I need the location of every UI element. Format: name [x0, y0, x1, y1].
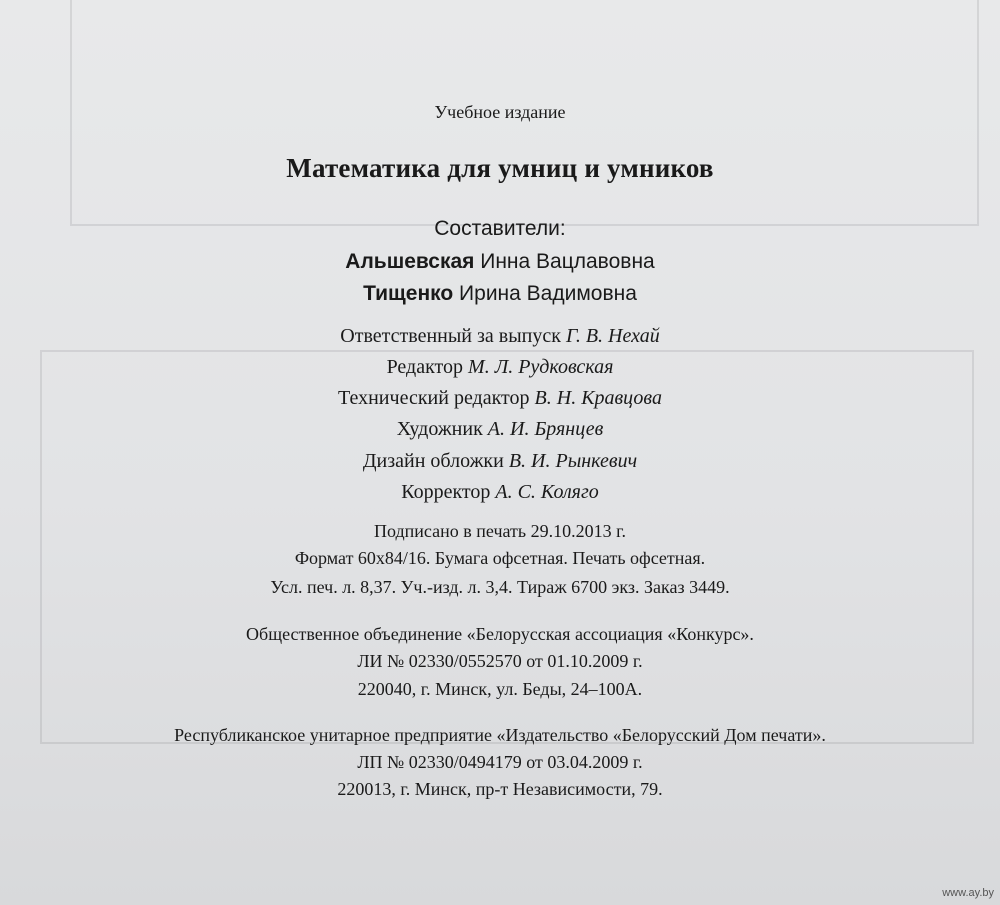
compiler-1 [0, 250, 1000, 274]
print-date: Подписано в печать 29.10.2013 г. [374, 521, 626, 541]
site-watermark: www.ay.by [942, 887, 994, 899]
credit-role: Технический редактор [338, 387, 530, 409]
compiler-2-given: Ирина Вадимовна [459, 282, 637, 305]
credit-responsible [0, 325, 1000, 348]
credit-tech-editor [0, 387, 1000, 410]
printer-address: 220013, г. Минск, пр-т Независимости, 79. [337, 779, 663, 799]
credit-editor [0, 356, 1000, 379]
credit-proofreader [0, 481, 1000, 504]
credit-name: М. Л. Рудковская [468, 356, 614, 378]
compiler-1-given: Инна Вацлавовна [480, 250, 655, 273]
credit-name: Г. В. Нехай [565, 325, 660, 347]
credit-name: А. С. Коляго [495, 481, 599, 503]
credit-name: В. И. Рынкевич [508, 450, 638, 472]
publisher-license: ЛИ № 02330/0552570 от 01.10.2009 г. [357, 651, 643, 671]
printer-name: Республиканское унитарное предприятие «Издательство «Белорусский Дом печати». [174, 725, 826, 745]
credit-role: Корректор [401, 481, 491, 503]
print-format: Формат 60х84/16. Бумага офсетная. Печать офсетная. [294, 548, 706, 568]
compiler-1-surname: Альшевская [345, 250, 475, 273]
credit-name: А. И. Брянцев [487, 418, 604, 440]
compiler-2 [0, 282, 1000, 306]
credit-role: Художник [396, 418, 483, 440]
credit-name: В. Н. Кравцова [534, 387, 662, 409]
edition-type: Учебное издание [434, 102, 566, 122]
compiler-2-surname: Тищенко [363, 282, 454, 305]
credit-role: Редактор [386, 356, 464, 378]
credit-cover-design [0, 450, 1000, 473]
printer-license: ЛП № 02330/0494179 от 03.04.2009 г. [357, 752, 643, 772]
compilers-label: Составители: [434, 217, 566, 240]
print-run: Усл. печ. л. 8,37. Уч.-изд. л. 3,4. Тираж 6700 экз. Заказ 3449. [270, 577, 730, 597]
publisher-address: 220040, г. Минск, ул. Беды, 24–100А. [357, 679, 643, 699]
credit-artist [0, 418, 1000, 441]
credit-role: Дизайн обложки [362, 450, 504, 472]
credit-role: Ответственный за выпуск [340, 325, 561, 347]
book-title: Математика для умниц и умников [286, 153, 714, 183]
publisher-name: Общественное объединение «Белорусская ассоциация «Конкурс». [246, 624, 754, 644]
